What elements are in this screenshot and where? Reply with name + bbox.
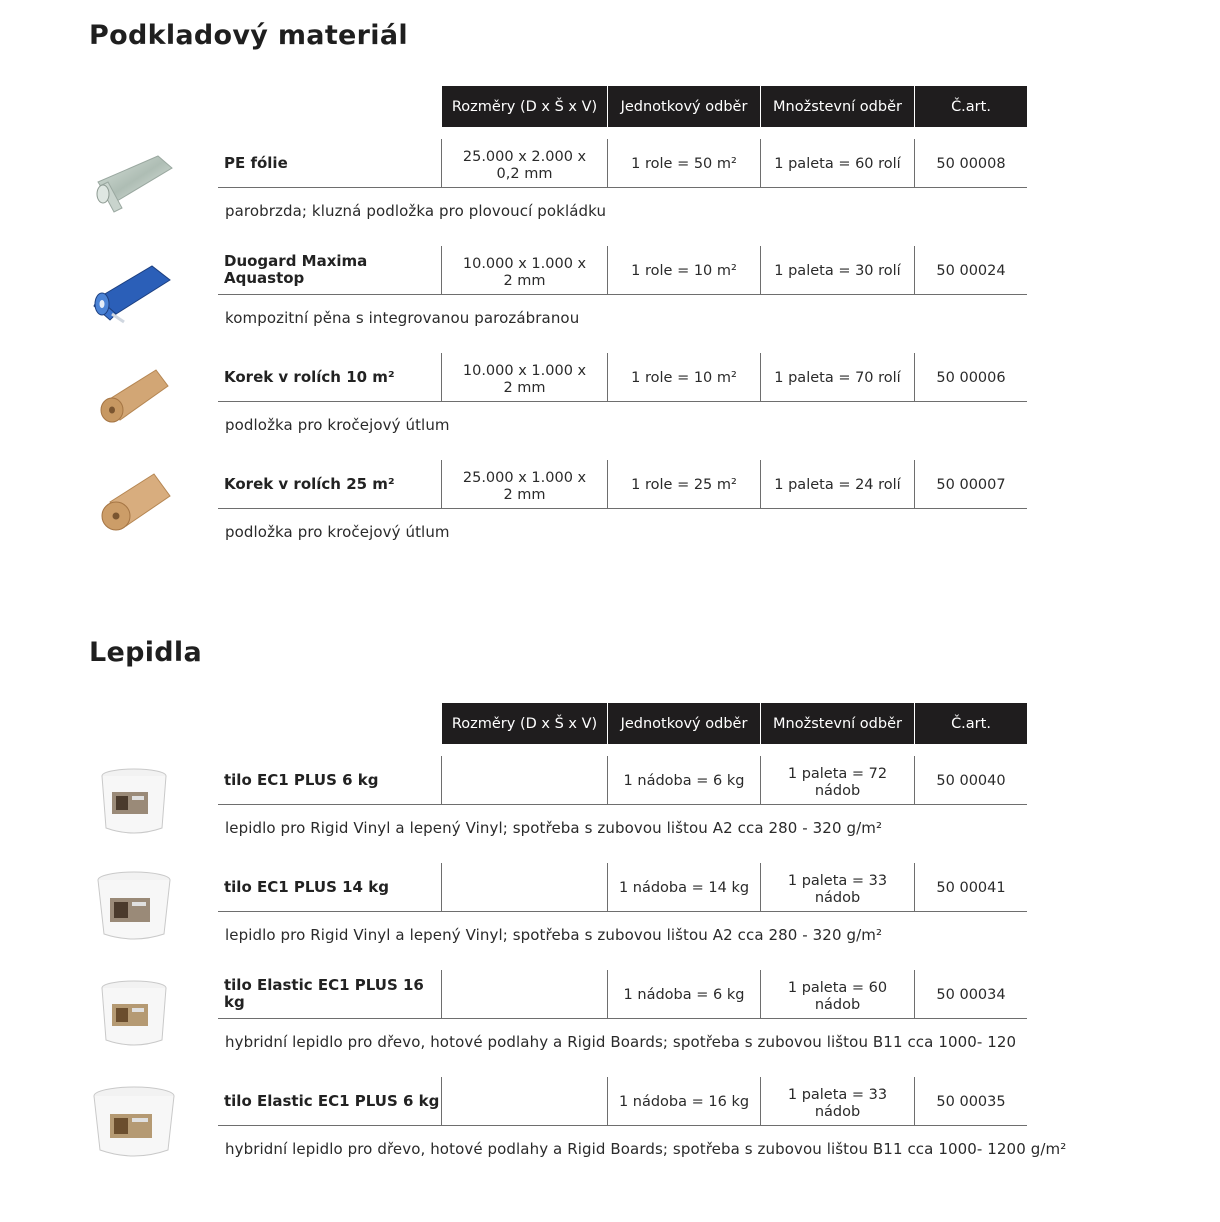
table-row <box>218 139 1027 188</box>
product-unit-order: 1 role = 10 m² <box>608 246 761 294</box>
header-unit-order: Jednotkový odběr <box>608 703 761 744</box>
product-bulk-order: 1 paleta = 60 nádob <box>761 970 915 1018</box>
product-article-number: 50 00041 <box>936 879 1006 896</box>
product-description: lepidlo pro Rigid Vinyl a lepený Vinyl; spotřeba s zubovou lištou A2 cca 280 - 320 g/m² <box>225 819 883 837</box>
section-title-underlay: Podkladový materiál <box>89 20 408 51</box>
product-description: parobrzda; kluzná podložka pro plovoucí pokládku <box>225 202 607 220</box>
product-description: podložka pro kročejový útlum <box>225 416 450 434</box>
product-name: tilo EC1 PLUS 14 kg <box>218 863 442 911</box>
table-row <box>218 863 1027 912</box>
product-description: podložka pro kročejový útlum <box>225 523 450 541</box>
table-row <box>218 353 1027 402</box>
product-name: Korek v rolích 25 m² <box>218 460 442 508</box>
header-article-number: Č.art. <box>951 715 991 732</box>
product-dimensions <box>442 756 608 804</box>
pe-foil-roll-image <box>90 142 180 222</box>
cork-roll-image <box>90 466 180 546</box>
adhesive-bucket-image <box>90 764 180 844</box>
product-article-number: 50 00024 <box>936 262 1006 279</box>
product-article-number: 50 00006 <box>936 369 1006 386</box>
section-title-adhesives: Lepidla <box>89 637 203 668</box>
product-dimensions: 25.000 x 2.000 x 0,2 mm <box>442 139 608 187</box>
product-bulk-order: 1 paleta = 33 nádob <box>761 863 915 911</box>
table-row <box>218 756 1027 805</box>
product-unit-order: 1 role = 50 m² <box>608 139 761 187</box>
product-bulk-order: 1 paleta = 30 rolí <box>761 246 915 294</box>
product-dimensions <box>442 1077 608 1125</box>
product-bulk-order: 1 paleta = 70 rolí <box>761 353 915 401</box>
product-bulk-order: 1 paleta = 33 nádob <box>761 1077 915 1125</box>
product-description: hybridní lepidlo pro dřevo, hotové podlahy a Rigid Boards; spotřeba s zubovou lištou B11 cca 1000- 1200 g/m² <box>225 1140 1067 1158</box>
product-article-number: 50 00007 <box>936 476 1006 493</box>
table-row <box>218 460 1027 509</box>
table-header-adhesives <box>442 703 1027 744</box>
product-unit-order: 1 nádoba = 6 kg <box>608 970 761 1018</box>
product-article-number: 50 00040 <box>936 772 1006 789</box>
product-dimensions: 10.000 x 1.000 x 2 mm <box>442 353 608 401</box>
product-unit-order: 1 role = 10 m² <box>608 353 761 401</box>
adhesive-bucket-image <box>90 1084 180 1164</box>
table-row <box>218 1077 1027 1126</box>
cork-roll-image <box>90 360 180 440</box>
blue-foam-roll-image <box>90 256 180 336</box>
product-article-number: 50 00035 <box>936 1093 1006 1110</box>
product-name: tilo Elastic EC1 PLUS 16 kg <box>218 970 442 1018</box>
table-row <box>218 246 1027 295</box>
adhesive-bucket-image <box>90 868 180 948</box>
product-unit-order: 1 nádoba = 14 kg <box>608 863 761 911</box>
product-dimensions <box>442 970 608 1018</box>
product-name: PE fólie <box>218 139 442 187</box>
product-name: Duogard Maxima Aquastop <box>218 246 442 294</box>
header-unit-order: Jednotkový odběr <box>608 86 761 127</box>
table-header-underlay <box>442 86 1027 127</box>
product-description: hybridní lepidlo pro dřevo, hotové podlahy a Rigid Boards; spotřeba s zubovou lištou B11 cca 1000- 120 <box>225 1033 1017 1051</box>
header-dimensions: Rozměry (D x Š x V) <box>442 703 608 744</box>
product-bulk-order: 1 paleta = 72 nádob <box>761 756 915 804</box>
product-dimensions <box>442 863 608 911</box>
product-bulk-order: 1 paleta = 24 rolí <box>761 460 915 508</box>
table-row <box>218 970 1027 1019</box>
header-bulk-order: Množstevní odběr <box>761 703 915 744</box>
product-dimensions: 10.000 x 1.000 x 2 mm <box>442 246 608 294</box>
product-description: lepidlo pro Rigid Vinyl a lepený Vinyl; spotřeba s zubovou lištou A2 cca 280 - 320 g/m² <box>225 926 883 944</box>
product-article-number: 50 00034 <box>936 986 1006 1003</box>
product-unit-order: 1 role = 25 m² <box>608 460 761 508</box>
product-description: kompozitní pěna s integrovanou parozábranou <box>225 309 580 327</box>
header-article-number: Č.art. <box>951 98 991 115</box>
product-bulk-order: 1 paleta = 60 rolí <box>761 139 915 187</box>
product-unit-order: 1 nádoba = 6 kg <box>608 756 761 804</box>
product-name: Korek v rolích 10 m² <box>218 353 442 401</box>
header-dimensions: Rozměry (D x Š x V) <box>442 86 608 127</box>
product-article-number: 50 00008 <box>936 155 1006 172</box>
product-name: tilo EC1 PLUS 6 kg <box>218 756 442 804</box>
product-dimensions: 25.000 x 1.000 x 2 mm <box>442 460 608 508</box>
product-unit-order: 1 nádoba = 16 kg <box>608 1077 761 1125</box>
header-bulk-order: Množstevní odběr <box>761 86 915 127</box>
adhesive-bucket-image <box>90 976 180 1056</box>
product-name: tilo Elastic EC1 PLUS 6 kg <box>218 1077 442 1125</box>
